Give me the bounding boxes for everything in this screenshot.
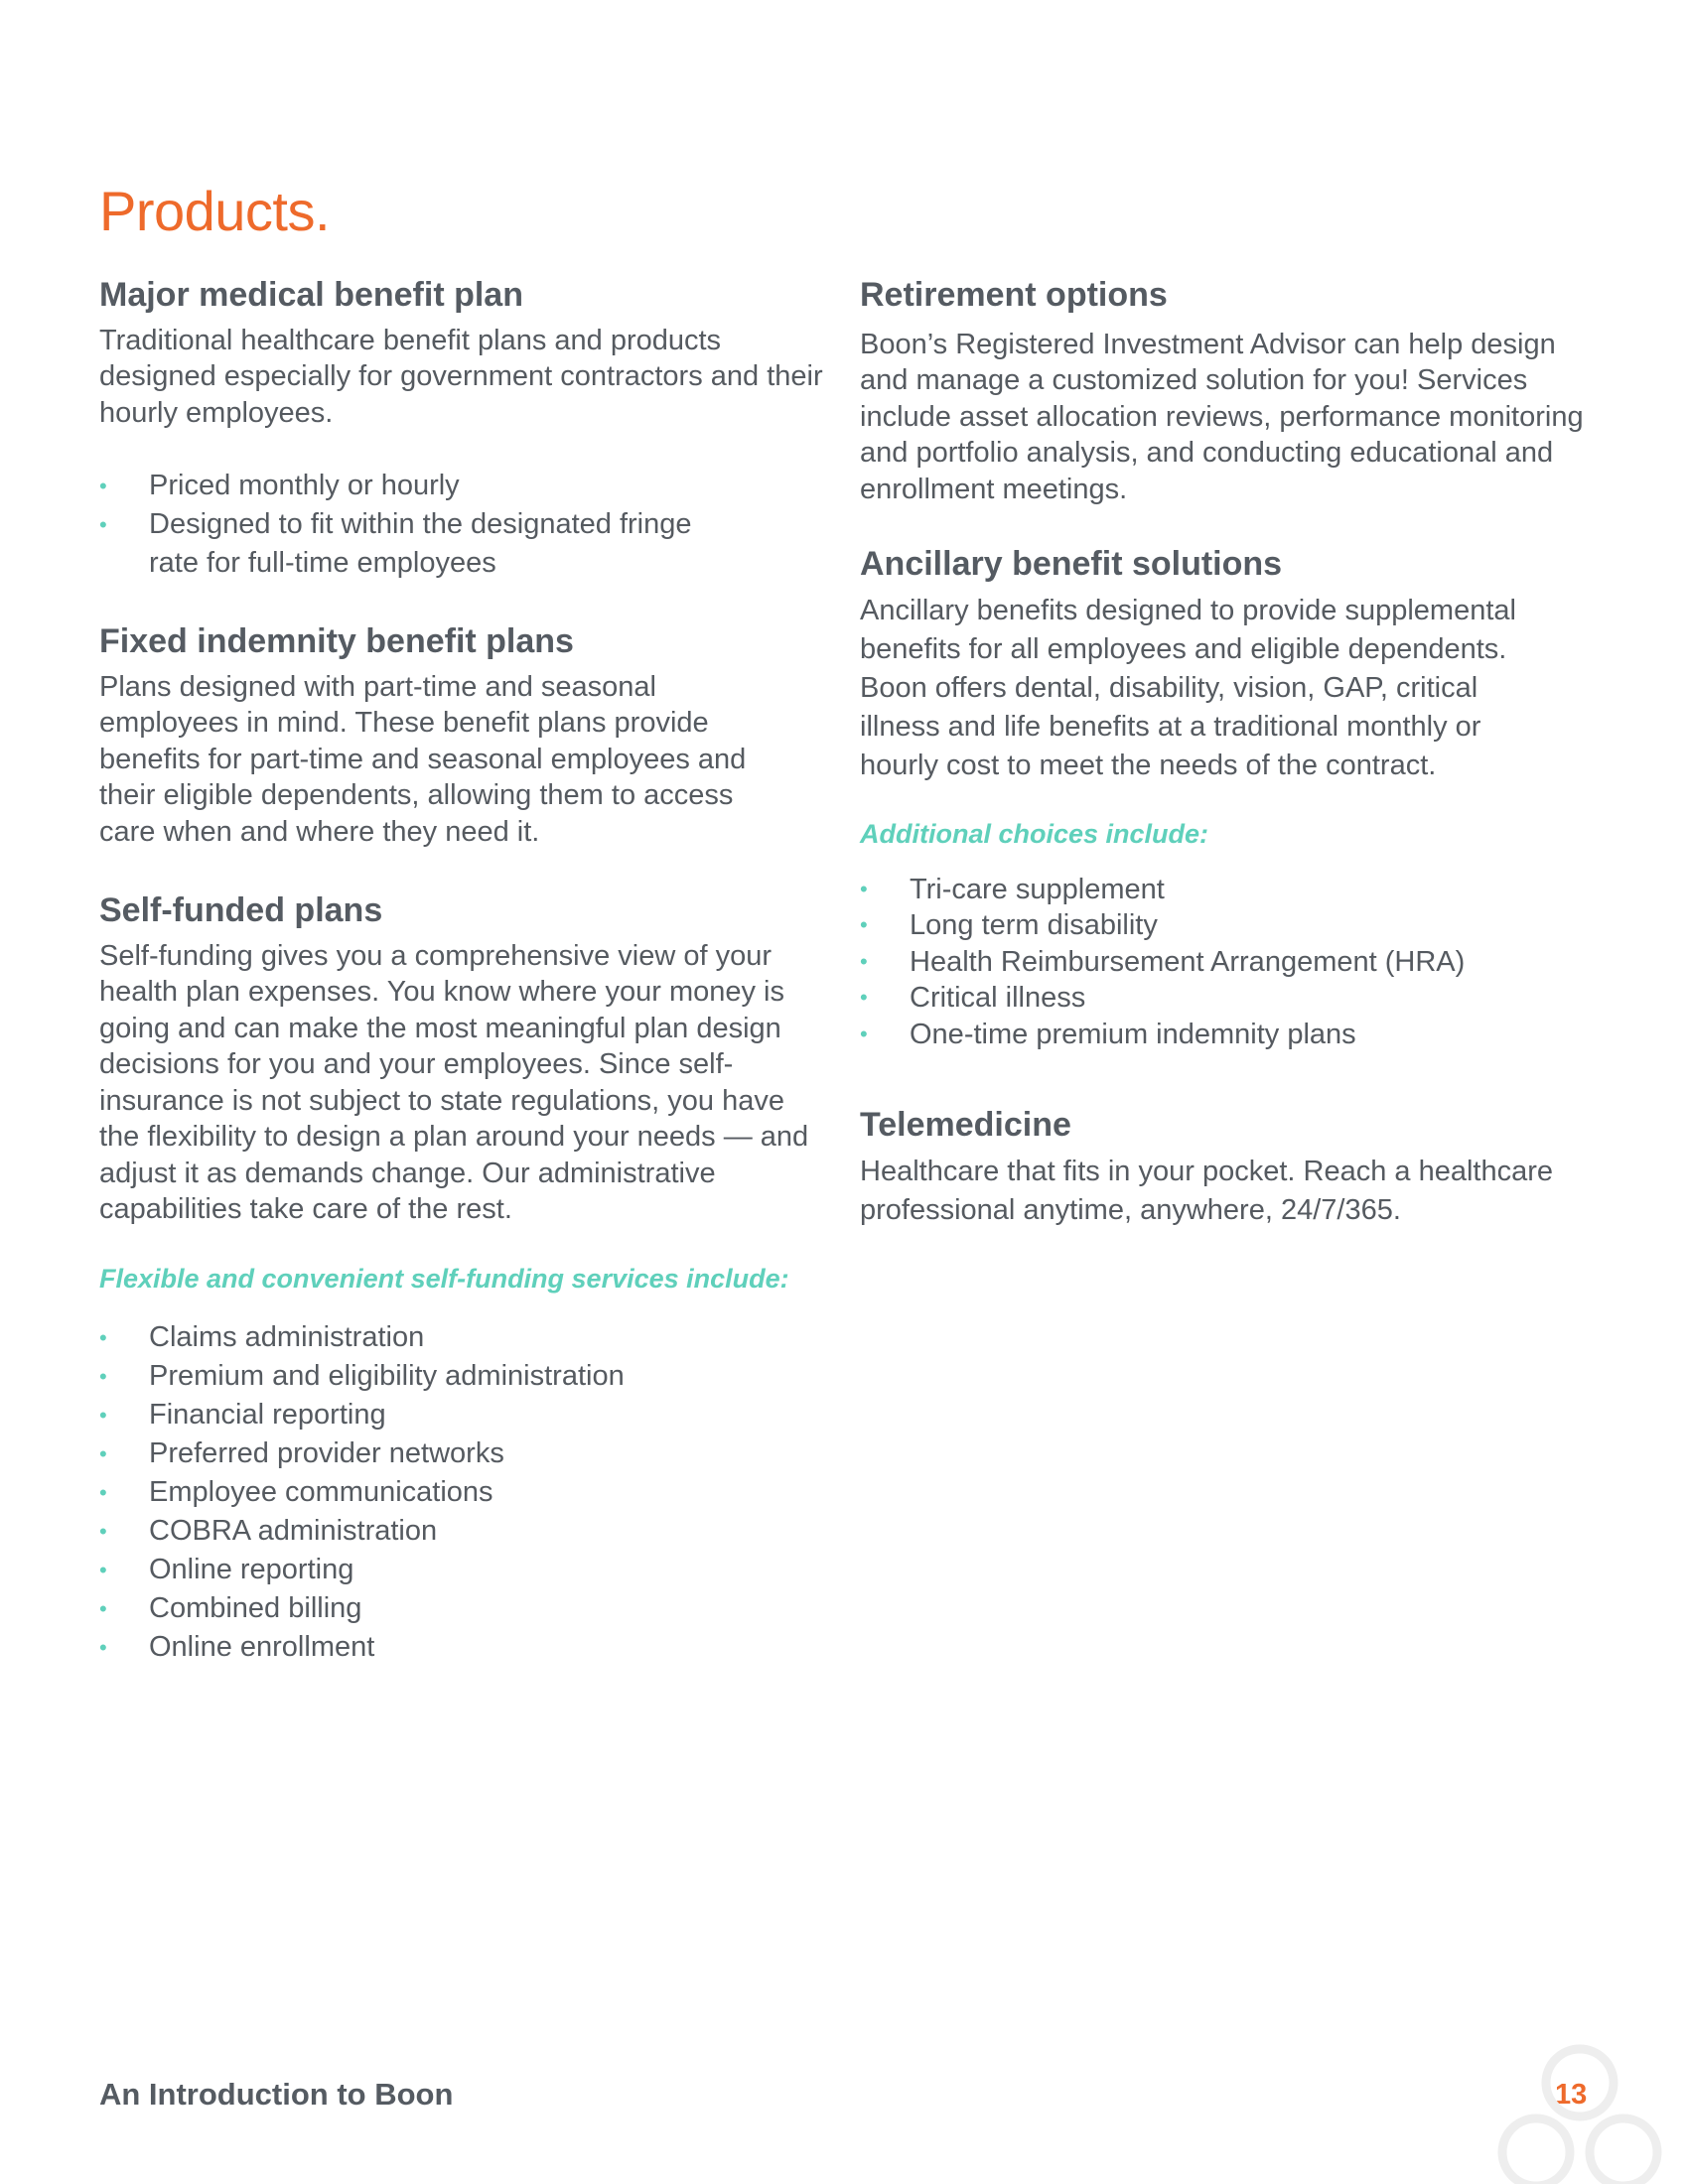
list-item: • Priced monthly or hourly (99, 467, 829, 505)
section-body-retirement: Boon’s Registered Investment Advisor can help design and manage a customized solution for you! Services include asset allocation reviews, performance monitoring and portfolio analysis, and conducting educational and enrollment meetings. (860, 328, 1584, 505)
list-item: • Employee communications (99, 1473, 829, 1512)
right-column (860, 274, 1595, 1230)
section-telemedicine (860, 1104, 1595, 1230)
section-body-fixed-indemnity: Plans designed with part-time and seasonal employees in mind. These benefit plans provide benefits for part-time and seasonal employees and their eligible dependents, allowing them to access care when and where they need it. (99, 670, 747, 848)
section-body-major-medical: Traditional healthcare benefit plans and products designed especially for government contractors and their hourly employees. (99, 324, 823, 429)
list-item: • Preferred provider networks (99, 1434, 829, 1473)
list-item: • Online enrollment (99, 1628, 829, 1667)
section-body-ancillary: Ancillary benefits designed to provide supplemental benefits for all employees and eligible dependents. Boon offers dental, disability, vision, GAP, critical illness and life benefits at a traditional monthly or hourly cost to meet the needs of the contract. (860, 594, 1516, 781)
section-title-telemedicine: Telemedicine (860, 1106, 1071, 1144)
list-item: • COBRA administration (99, 1512, 829, 1551)
bullet-icon: • (99, 474, 107, 498)
bullet-icon: • (99, 1324, 107, 1350)
boon-logo-icon (1470, 2035, 1688, 2184)
section-ancillary (860, 543, 1595, 1052)
bullet-icon: • (99, 1595, 107, 1621)
section-major-medical (99, 274, 829, 583)
section-self-funded (99, 889, 829, 1667)
bullet-icon: • (99, 512, 107, 537)
bullet-icon: • (99, 1440, 107, 1466)
list-item: • Health Reimbursement Arrangement (HRA) (860, 944, 1595, 981)
bullet-icon: • (860, 985, 868, 1010)
page-number: 13 (1555, 2079, 1588, 2111)
self-funded-services-list (99, 1318, 829, 1667)
list-item: • Critical illness (860, 980, 1595, 1017)
section-title-ancillary: Ancillary benefit solutions (860, 545, 1283, 583)
section-retirement (860, 274, 1595, 507)
ancillary-choices-heading: Additional choices include: (860, 818, 1209, 849)
ancillary-choices-list (860, 872, 1595, 1053)
bullet-icon: • (860, 948, 868, 974)
bullet-icon: • (99, 1363, 107, 1389)
bullet-icon: • (99, 1518, 107, 1544)
footer-title: An Introduction to Boon (99, 2077, 454, 2112)
page-title: Products. (99, 180, 331, 242)
bullet-icon: • (99, 1557, 107, 1582)
bullet-icon: • (99, 1479, 107, 1505)
list-item: • One-time premium indemnity plans (860, 1017, 1595, 1053)
self-funded-services-heading: Flexible and convenient self-funding services include: (99, 1263, 789, 1294)
section-fixed-indemnity (99, 620, 829, 850)
section-body-telemedicine: Healthcare that fits in your pocket. Reach a healthcare professional anytime, anywhere, 24/7/365. (860, 1155, 1553, 1226)
list-item: • Tri-care supplement (860, 872, 1595, 908)
section-title-major-medical: Major medical benefit plan (99, 276, 523, 314)
section-title-retirement: Retirement options (860, 276, 1168, 314)
bullet-icon: • (99, 1634, 107, 1660)
major-medical-bullet-list (99, 467, 829, 583)
list-item: • Combined billing (99, 1589, 829, 1628)
left-column (99, 274, 829, 1667)
list-item: • Designed to fit within the designated fringe rate for full-time employees (99, 505, 829, 583)
bullet-icon: • (860, 876, 868, 901)
section-title-self-funded: Self-funded plans (99, 891, 383, 929)
bullet-icon: • (860, 1021, 868, 1046)
list-item: • Claims administration (99, 1318, 829, 1357)
bullet-icon: • (99, 1402, 107, 1428)
list-item: • Financial reporting (99, 1396, 829, 1434)
section-title-fixed-indemnity: Fixed indemnity benefit plans (99, 622, 574, 660)
list-item: • Long term disability (860, 907, 1595, 944)
bullet-icon: • (860, 912, 868, 937)
list-item: • Online reporting (99, 1551, 829, 1589)
section-body-self-funded: Self-funding gives you a comprehensive view of your health plan expenses. You know where your money is going and can make the most meaningful plan design decisions for you and your employees. Since self-insurance is not subject to state regulations, you have the flexibility to design a plan around your needs — and adjust it as demands change. Our administrative capabilities take care of the rest. (99, 939, 809, 1225)
list-item: • Premium and eligibility administration (99, 1357, 829, 1396)
